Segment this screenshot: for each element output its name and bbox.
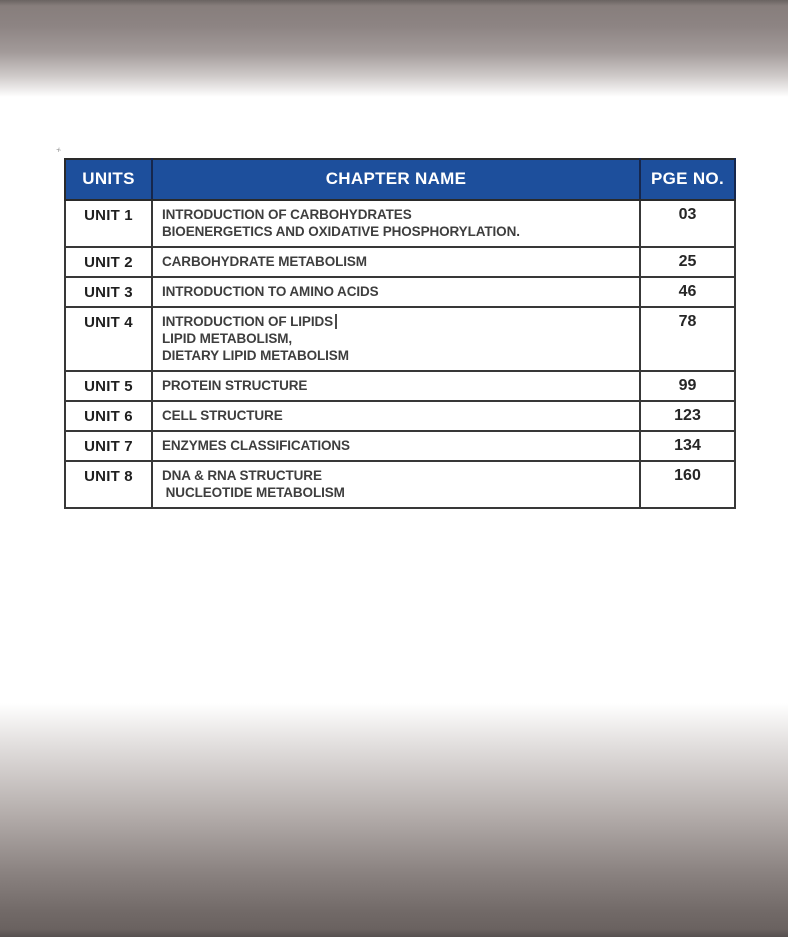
- unit-label: UNIT 5: [65, 371, 152, 401]
- table-row: [65, 307, 735, 371]
- unit-label: UNIT 8: [65, 461, 152, 508]
- chapter-line: LIPID METABOLISM,: [162, 331, 293, 346]
- unit-label: UNIT 7: [65, 431, 152, 461]
- bottom-gradient-scan-band: [0, 703, 788, 937]
- toc-table-body: [65, 200, 735, 508]
- column-header-units: UNITS: [65, 159, 152, 200]
- chapter-line: ENZYMES CLASSIFICATIONS: [162, 438, 350, 453]
- chapter-line: INTRODUCTION TO AMINO ACIDS: [162, 284, 379, 299]
- page-number: 46: [640, 277, 735, 307]
- unit-label: UNIT 1: [65, 200, 152, 247]
- table-row: [65, 431, 735, 461]
- chapter-name-cell: [152, 307, 640, 371]
- table-row: [65, 247, 735, 277]
- table-row: [65, 200, 735, 247]
- scan-corner-artifact: +: [55, 144, 63, 156]
- chapter-line: INTRODUCTION OF CARBOHYDRATES: [162, 207, 412, 222]
- text-cursor-artifact: [335, 314, 337, 329]
- chapter-line: CARBOHYDRATE METABOLISM: [162, 254, 367, 269]
- page-number: 99: [640, 371, 735, 401]
- page-number: 134: [640, 431, 735, 461]
- unit-label: UNIT 2: [65, 247, 152, 277]
- chapter-name-cell: [152, 371, 640, 401]
- chapter-line: CELL STRUCTURE: [162, 408, 283, 423]
- header-row: [65, 159, 735, 200]
- chapter-name-cell: [152, 461, 640, 508]
- page-number: 123: [640, 401, 735, 431]
- chapter-name-cell: [152, 277, 640, 307]
- chapter-line: PROTEIN STRUCTURE: [162, 378, 308, 393]
- chapter-name-cell: [152, 401, 640, 431]
- table-row: [65, 371, 735, 401]
- chapter-line: INTRODUCTION OF LIPIDS: [162, 313, 633, 330]
- column-header-chapter-name: CHAPTER NAME: [152, 159, 640, 200]
- chapter-name-cell: [152, 200, 640, 247]
- column-header-page-no: PGE NO.: [640, 159, 735, 200]
- page-number: 78: [640, 307, 735, 371]
- table-of-contents: [64, 158, 736, 509]
- chapter-name-cell: [152, 247, 640, 277]
- chapter-line: NUCLEOTIDE METABOLISM: [162, 485, 345, 500]
- chapter-line: DIETARY LIPID METABOLISM: [162, 348, 349, 363]
- page-number: 160: [640, 461, 735, 508]
- chapter-line: BIOENERGETICS AND OXIDATIVE PHOSPHORYLATION.: [162, 224, 520, 239]
- page-number: 03: [640, 200, 735, 247]
- table-row: [65, 401, 735, 431]
- unit-label: UNIT 4: [65, 307, 152, 371]
- top-gradient-scan-band: [0, 0, 788, 97]
- unit-label: UNIT 3: [65, 277, 152, 307]
- chapter-name-cell: [152, 431, 640, 461]
- table-row: [65, 277, 735, 307]
- table-row: [65, 461, 735, 508]
- unit-label: UNIT 6: [65, 401, 152, 431]
- toc-table-header: [65, 159, 735, 200]
- page-number: 25: [640, 247, 735, 277]
- chapter-line: DNA & RNA STRUCTURE: [162, 468, 322, 483]
